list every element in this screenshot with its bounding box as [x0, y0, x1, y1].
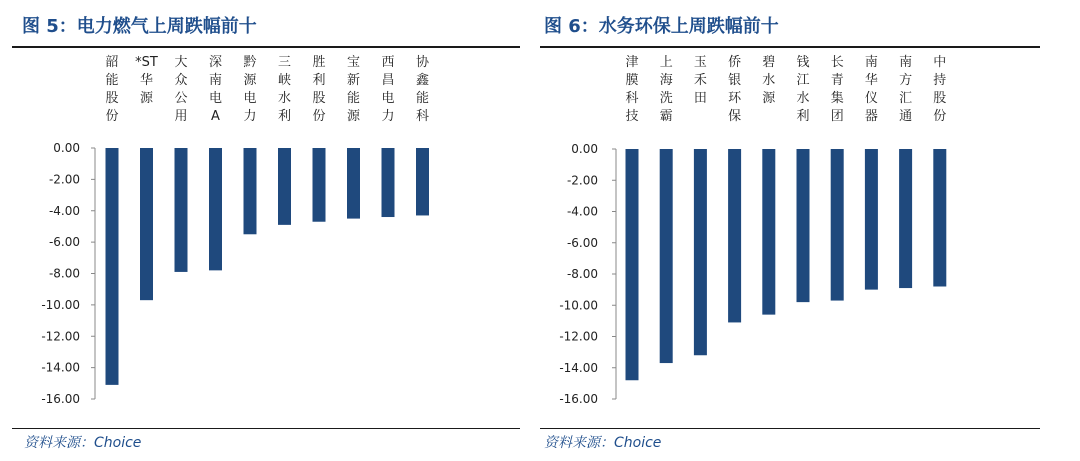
bar-*ST华源: [140, 148, 153, 300]
category-label: 黔源电力: [243, 55, 257, 124]
bar-中持股份: [933, 149, 946, 287]
bar-碧水源: [762, 149, 775, 315]
category-label: 三峡水利: [277, 55, 292, 124]
y-tick-label: -16.00: [41, 392, 80, 406]
bar-宝新能源: [347, 148, 360, 219]
bar-协鑫能科: [416, 148, 429, 215]
y-tick-label: -2.00: [566, 173, 598, 188]
y-tick-label: 0.00: [53, 141, 80, 155]
category-label: *ST 华源: [135, 55, 158, 106]
y-tick-label: -10.00: [559, 298, 598, 313]
bar-深南电A: [209, 148, 222, 270]
category-label: 协鑫能科: [415, 55, 430, 124]
category-label: 深南电 A: [208, 55, 223, 124]
category-label: 碧水源: [762, 55, 776, 106]
bar-津膜科技: [626, 149, 639, 380]
category-label: 西昌电力: [381, 55, 395, 124]
bar-三峡水利: [278, 148, 291, 225]
y-tick-label: -2.00: [48, 172, 80, 187]
bar-上海洗霸: [660, 149, 673, 363]
bar-长青集团: [831, 149, 844, 301]
category-label: 钱江水利: [796, 55, 810, 124]
category-label: 南方汇通: [899, 55, 913, 124]
left-bottom-rule: [12, 428, 520, 429]
y-tick-label: 0.00: [571, 142, 598, 156]
category-label: 南华仪器: [864, 55, 878, 124]
bar-侨银环保: [728, 149, 741, 322]
category-label: 胜利股份: [312, 55, 326, 124]
y-tick-label: -12.00: [559, 329, 598, 344]
left-figure-panel: [0, 0, 520, 461]
y-tick-label: -14.00: [559, 360, 598, 375]
left-bar-chart: [0, 0, 520, 461]
bar-韶能股份: [106, 148, 119, 385]
y-tick-label: -6.00: [48, 235, 80, 250]
bar-大众公用: [175, 148, 188, 272]
y-tick-label: -14.00: [41, 360, 80, 375]
y-tick-label: -8.00: [48, 266, 80, 281]
category-label: 上海洗霸: [659, 55, 673, 124]
right-bar-chart: [540, 0, 1080, 461]
bar-黔源电力: [244, 148, 257, 234]
category-label: 侨银环保: [728, 55, 742, 124]
y-tick-label: -10.00: [41, 297, 80, 312]
y-tick-label: -6.00: [566, 235, 598, 250]
right-figure-panel: [540, 0, 1080, 461]
y-tick-label: -8.00: [566, 267, 598, 281]
bar-钱江水利: [797, 149, 810, 302]
category-label: 玉禾田: [693, 55, 707, 106]
y-tick-label: -12.00: [41, 329, 80, 344]
right-source-note: 资料来源：Choice: [544, 435, 662, 451]
category-label: 宝新能源: [346, 55, 361, 124]
bar-玉禾田: [694, 149, 707, 355]
y-tick-label: -4.00: [48, 203, 80, 218]
category-label: 韶能股份: [105, 55, 119, 124]
y-tick-label: -4.00: [566, 204, 598, 219]
category-label: 大众公用: [174, 55, 188, 124]
category-label: 中持股份: [933, 55, 947, 124]
bar-西昌电力: [382, 148, 395, 217]
right-figure-title: 图 6：水务环保上周跌幅前十: [544, 16, 779, 37]
left-source-note: 资料来源：Choice: [24, 435, 142, 451]
bar-南方汇通: [899, 149, 912, 288]
right-bottom-rule: [540, 428, 1040, 429]
left-figure-title: 图 5：电力燃气上周跌幅前十: [22, 16, 257, 37]
bar-南华仪器: [865, 149, 878, 290]
y-tick-label: -16.00: [559, 392, 598, 406]
category-label: 长青集团: [830, 55, 844, 124]
category-label: 津膜科技: [625, 55, 639, 124]
bar-胜利股份: [313, 148, 326, 222]
